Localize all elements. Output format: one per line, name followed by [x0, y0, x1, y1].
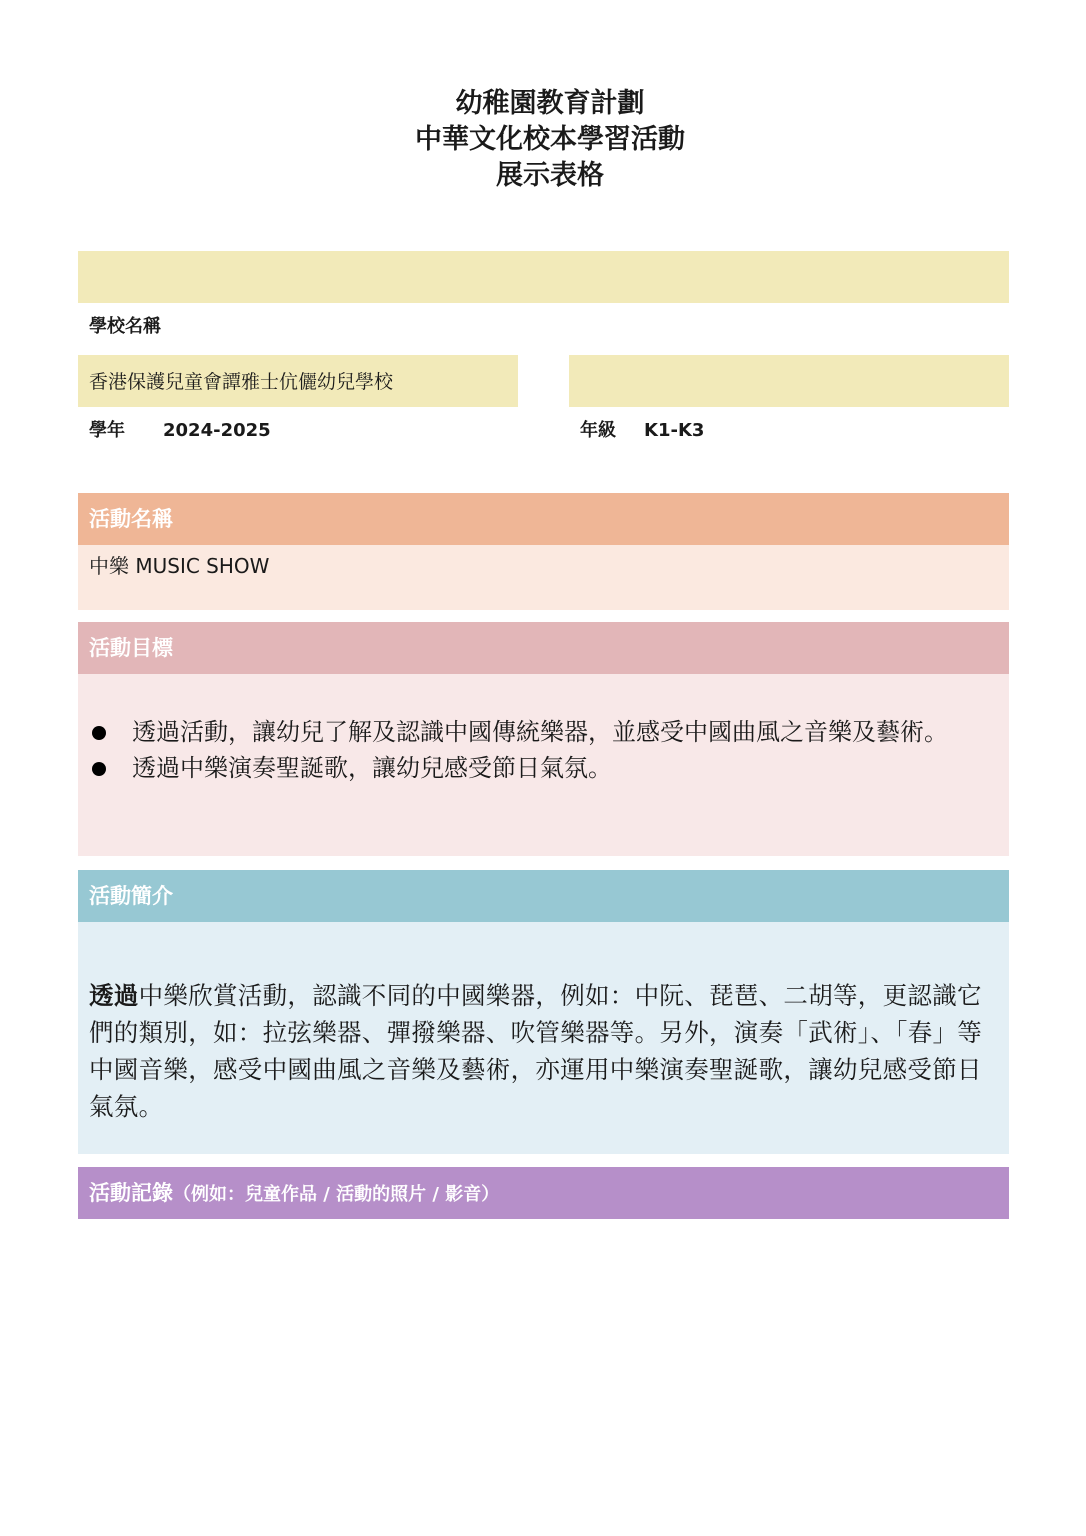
objectives-body — [78, 674, 1009, 856]
objectives-heading — [78, 622, 1009, 674]
school-top-band — [78, 251, 1009, 303]
title-line-1: 幼稚園教育計劃 — [455, 88, 645, 119]
intro-lead: 透過 — [89, 981, 139, 1010]
record-heading — [78, 1167, 1009, 1219]
intro-body — [78, 922, 1009, 1154]
activity-name-heading — [78, 493, 1009, 545]
intro-heading — [78, 870, 1009, 922]
school-name-label: 學校名稱 — [89, 316, 161, 337]
record-heading-text: 活動記錄 — [89, 1181, 173, 1205]
school-side-band — [569, 355, 1009, 407]
objective-text-1: 透過活動，讓幼兒了解及認識中國傳統樂器，並感受中國曲風之音樂及藝術。 — [132, 718, 948, 746]
objectives-list — [78, 714, 1001, 786]
activity-name-value: 中樂 MUSIC SHOW — [89, 554, 270, 578]
record-hint: （例如：兒童作品 / 活動的照片 / 影音） — [173, 1184, 500, 1205]
bullet-icon — [92, 726, 106, 740]
year-label: 學年 — [89, 420, 125, 441]
activity-name-body — [78, 545, 1009, 610]
objective-item-1 — [78, 714, 1001, 750]
objective-text-2: 透過中樂演奏聖誕歌，讓幼兒感受節日氣氛。 — [132, 754, 612, 782]
grade-label: 年級 — [580, 420, 616, 441]
title-line-3: 展示表格 — [496, 160, 604, 191]
page-title — [0, 86, 1086, 194]
school-name-value: 香港保護兒童會譚雅士伉儷幼兒學校 — [89, 371, 394, 393]
intro-heading-text: 活動簡介 — [89, 884, 173, 908]
grade-value: K1-K3 — [644, 420, 705, 441]
intro-paragraph — [89, 977, 995, 1125]
title-line-2: 中華文化校本學習活動 — [415, 124, 685, 155]
objective-item-2 — [78, 750, 1001, 786]
objectives-heading-text: 活動目標 — [89, 636, 173, 660]
activity-name-heading-text: 活動名稱 — [89, 507, 173, 531]
bullet-icon — [92, 762, 106, 776]
intro-text: 中樂欣賞活動，認識不同的中國樂器，例如：中阮、琵琶、二胡等，更認識它們的類別，如：拉弦樂器、彈撥樂器、吹管樂器等。另外，演奏「武術」、「春」等中國音樂，感受中國曲風之音樂及藝術，亦運用中樂演奏聖誕歌，讓幼兒感受節日氣氛。 — [89, 981, 983, 1121]
year-value: 2024-2025 — [163, 420, 271, 441]
